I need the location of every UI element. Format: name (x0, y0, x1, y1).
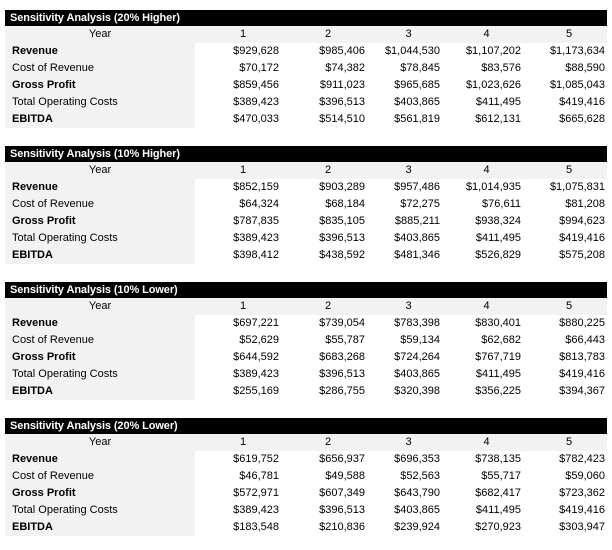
sensitivity-table-1 (5, 10, 607, 128)
table-row-cost-of-revenue (5, 196, 607, 213)
year-header-cell: 1 (239, 28, 247, 40)
table-row-revenue (5, 179, 607, 196)
value-cell-year-5: $303,947 (559, 521, 605, 533)
value-cell-year-2: $683,268 (319, 351, 365, 363)
table-row-total-operating-costs (5, 502, 607, 519)
value-cell-year-1: $398,412 (233, 249, 279, 261)
value-cell-year-1: $470,033 (233, 113, 279, 125)
year-header-label: Year (5, 298, 195, 315)
value-cell-year-1: $70,172 (239, 62, 279, 74)
row-label: Cost of Revenue (5, 60, 195, 77)
table-row-total-operating-costs (5, 230, 607, 247)
value-cell-year-1: $255,169 (233, 385, 279, 397)
value-cell-year-3: $239,924 (394, 521, 440, 533)
row-label: Cost of Revenue (5, 332, 195, 349)
row-label: Total Operating Costs (5, 230, 195, 247)
row-label: Revenue (5, 315, 195, 332)
value-cell-year-1: $619,752 (233, 453, 279, 465)
value-cell-year-5: $81,208 (565, 198, 605, 210)
value-cell-year-3: $957,486 (394, 181, 440, 193)
year-header-cell: 2 (324, 300, 332, 312)
value-cell-year-3: $403,865 (394, 504, 440, 516)
value-cell-year-4: $411,495 (475, 504, 521, 516)
value-cell-year-1: $52,629 (239, 334, 279, 346)
value-cell-year-2: $903,289 (319, 181, 365, 193)
value-cell-year-2: $396,513 (319, 232, 365, 244)
table-row-ebitda (5, 111, 607, 128)
value-cell-year-1: $852,159 (233, 181, 279, 193)
value-cell-year-1: $929,628 (233, 45, 279, 57)
value-cell-year-5: $880,225 (559, 317, 605, 329)
year-header-cell: 5 (565, 164, 573, 176)
value-cell-year-5: $66,443 (565, 334, 605, 346)
value-cell-year-4: $1,023,626 (465, 79, 521, 91)
value-cell-year-1: $787,835 (233, 215, 279, 227)
table-row-revenue (5, 43, 607, 60)
value-cell-year-2: $911,023 (319, 79, 365, 91)
value-cell-year-4: $738,135 (475, 453, 521, 465)
value-cell-year-4: $62,682 (481, 334, 521, 346)
value-cell-year-2: $396,513 (319, 504, 365, 516)
row-label: Revenue (5, 451, 195, 468)
year-header-cell: 2 (324, 164, 332, 176)
value-cell-year-5: $394,367 (559, 385, 605, 397)
value-cell-year-3: $59,134 (400, 334, 440, 346)
value-cell-year-2: $438,592 (319, 249, 365, 261)
value-cell-year-5: $419,416 (559, 96, 605, 108)
year-header-cell: 1 (239, 436, 247, 448)
table-title: Sensitivity Analysis (20% Lower) (5, 418, 607, 434)
row-label: Total Operating Costs (5, 502, 195, 519)
value-cell-year-3: $403,865 (394, 232, 440, 244)
value-cell-year-2: $396,513 (319, 368, 365, 380)
year-header-cell: 1 (239, 300, 247, 312)
row-label: EBITDA (5, 519, 195, 536)
value-cell-year-1: $389,423 (233, 504, 279, 516)
row-label: Cost of Revenue (5, 196, 195, 213)
value-cell-year-4: $830,401 (475, 317, 521, 329)
value-cell-year-5: $575,208 (559, 249, 605, 261)
value-cell-year-3: $72,275 (400, 198, 440, 210)
value-cell-year-3: $320,398 (394, 385, 440, 397)
sensitivity-table-4 (5, 418, 607, 536)
value-cell-year-1: $572,971 (233, 487, 279, 499)
value-cell-year-3: $561,819 (394, 113, 440, 125)
value-cell-year-2: $985,406 (319, 45, 365, 57)
table-row-revenue (5, 315, 607, 332)
value-cell-year-4: $411,495 (475, 232, 521, 244)
table-row-gross-profit (5, 485, 607, 502)
year-header-row (5, 434, 607, 451)
value-cell-year-5: $782,423 (559, 453, 605, 465)
value-cell-year-3: $1,044,530 (384, 45, 440, 57)
value-cell-year-3: $783,398 (394, 317, 440, 329)
year-header-cell: 4 (483, 436, 490, 448)
year-header-row (5, 162, 607, 179)
row-label: EBITDA (5, 383, 195, 400)
value-cell-year-5: $813,783 (559, 351, 605, 363)
year-header-cell: 4 (483, 300, 490, 312)
value-cell-year-2: $49,588 (325, 470, 365, 482)
value-cell-year-5: $1,173,634 (549, 45, 605, 57)
value-cell-year-3: $52,563 (400, 470, 440, 482)
value-cell-year-3: $643,790 (394, 487, 440, 499)
sensitivity-table-2 (5, 146, 607, 264)
value-cell-year-1: $859,456 (233, 79, 279, 91)
row-label: Gross Profit (5, 485, 195, 502)
table-row-ebitda (5, 383, 607, 400)
value-cell-year-2: $739,054 (319, 317, 365, 329)
year-header-cell: 5 (565, 436, 573, 448)
value-cell-year-4: $526,829 (475, 249, 521, 261)
value-cell-year-1: $46,781 (239, 470, 279, 482)
value-cell-year-4: $83,576 (481, 62, 521, 74)
row-label: Total Operating Costs (5, 94, 195, 111)
value-cell-year-2: $656,937 (319, 453, 365, 465)
row-label: EBITDA (5, 247, 195, 264)
value-cell-year-1: $389,423 (233, 368, 279, 380)
value-cell-year-2: $396,513 (319, 96, 365, 108)
year-header-cell: 1 (239, 164, 247, 176)
row-label: EBITDA (5, 111, 195, 128)
value-cell-year-1: $697,221 (233, 317, 279, 329)
table-title: Sensitivity Analysis (10% Lower) (5, 282, 607, 298)
table-row-revenue (5, 451, 607, 468)
year-header-cell: 4 (483, 164, 490, 176)
table-row-ebitda (5, 247, 607, 264)
value-cell-year-3: $696,353 (394, 453, 440, 465)
sensitivity-table-3 (5, 282, 607, 400)
row-label: Cost of Revenue (5, 468, 195, 485)
value-cell-year-5: $419,416 (559, 232, 605, 244)
value-cell-year-1: $389,423 (233, 232, 279, 244)
table-row-gross-profit (5, 77, 607, 94)
value-cell-year-4: $356,225 (475, 385, 521, 397)
value-cell-year-4: $411,495 (475, 368, 521, 380)
row-label: Gross Profit (5, 77, 195, 94)
year-header-cell: 2 (324, 28, 332, 40)
table-row-gross-profit (5, 349, 607, 366)
value-cell-year-4: $55,717 (481, 470, 521, 482)
value-cell-year-5: $419,416 (559, 368, 605, 380)
row-label: Gross Profit (5, 213, 195, 230)
value-cell-year-5: $723,362 (559, 487, 605, 499)
year-header-cell: 5 (565, 28, 573, 40)
value-cell-year-3: $965,685 (394, 79, 440, 91)
value-cell-year-1: $644,592 (233, 351, 279, 363)
table-row-total-operating-costs (5, 94, 607, 111)
year-header-cell: 3 (405, 436, 412, 448)
value-cell-year-2: $68,184 (325, 198, 365, 210)
year-header-label: Year (5, 26, 195, 43)
year-header-cell: 2 (324, 436, 332, 448)
value-cell-year-3: $885,211 (394, 215, 440, 227)
value-cell-year-2: $55,787 (325, 334, 365, 346)
value-cell-year-3: $481,346 (394, 249, 440, 261)
year-header-cell: 3 (405, 28, 412, 40)
value-cell-year-2: $74,382 (325, 62, 365, 74)
year-header-row (5, 26, 607, 43)
value-cell-year-2: $286,755 (319, 385, 365, 397)
value-cell-year-5: $994,623 (559, 215, 605, 227)
value-cell-year-4: $1,014,935 (465, 181, 521, 193)
table-row-cost-of-revenue (5, 60, 607, 77)
table-row-cost-of-revenue (5, 332, 607, 349)
year-header-cell: 5 (565, 300, 573, 312)
value-cell-year-2: $210,836 (319, 521, 365, 533)
value-cell-year-3: $403,865 (394, 96, 440, 108)
value-cell-year-4: $682,417 (475, 487, 521, 499)
year-header-cell: 3 (405, 164, 412, 176)
value-cell-year-2: $514,510 (319, 113, 365, 125)
value-cell-year-3: $403,865 (394, 368, 440, 380)
value-cell-year-5: $59,060 (565, 470, 605, 482)
value-cell-year-1: $183,548 (233, 521, 279, 533)
row-label: Gross Profit (5, 349, 195, 366)
value-cell-year-5: $1,085,043 (549, 79, 605, 91)
value-cell-year-4: $76,611 (482, 198, 521, 210)
row-label: Total Operating Costs (5, 366, 195, 383)
value-cell-year-5: $665,628 (559, 113, 605, 125)
table-row-ebitda (5, 519, 607, 536)
value-cell-year-1: $64,324 (239, 198, 279, 210)
row-label: Revenue (5, 179, 195, 196)
table-title: Sensitivity Analysis (20% Higher) (5, 10, 607, 26)
table-row-gross-profit (5, 213, 607, 230)
value-cell-year-3: $78,845 (400, 62, 440, 74)
value-cell-year-5: $88,590 (565, 62, 605, 74)
value-cell-year-3: $724,264 (394, 351, 440, 363)
year-header-row (5, 298, 607, 315)
table-title: Sensitivity Analysis (10% Higher) (5, 146, 607, 162)
value-cell-year-4: $1,107,202 (465, 45, 521, 57)
table-row-cost-of-revenue (5, 468, 607, 485)
value-cell-year-2: $835,105 (319, 215, 365, 227)
year-header-cell: 3 (405, 300, 412, 312)
value-cell-year-4: $411,495 (475, 96, 521, 108)
value-cell-year-4: $270,923 (475, 521, 521, 533)
value-cell-year-1: $389,423 (233, 96, 279, 108)
value-cell-year-4: $767,719 (475, 351, 521, 363)
value-cell-year-4: $938,324 (475, 215, 521, 227)
value-cell-year-2: $607,349 (319, 487, 365, 499)
year-header-label: Year (5, 434, 195, 451)
table-row-total-operating-costs (5, 366, 607, 383)
value-cell-year-5: $419,416 (559, 504, 605, 516)
value-cell-year-4: $612,131 (475, 113, 521, 125)
row-label: Revenue (5, 43, 195, 60)
value-cell-year-5: $1,075,831 (549, 181, 605, 193)
year-header-cell: 4 (483, 28, 490, 40)
year-header-label: Year (5, 162, 195, 179)
